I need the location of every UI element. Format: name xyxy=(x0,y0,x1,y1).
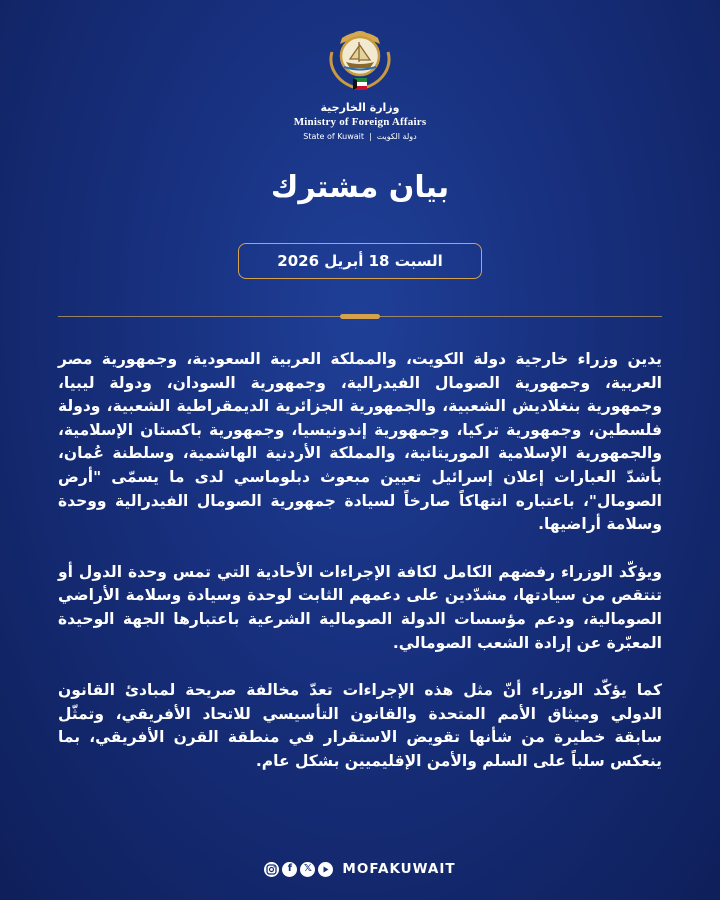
facebook-icon[interactable]: f xyxy=(282,862,297,877)
statement-paragraph-1: يدين وزراء خارجية دولة الكويت، والمملكة العربية السعودية، وجمهورية مصر العربية، وجمهورية الصومال الفيدرالية، وجمهورية السودان، ودولة ليبيا، وجمهورية بنغلاديش الشعبية، والجمهورية الجزائرية الديمقراطية الشعبية، ودولة فلسطين، وجمهورية تركيا، وجمهورية إندونيسيا، وجمهورية باكستان الإسلامية، والجمهورية الإسلامية الموريتانية، والمملكة الأردنية الهاشمية، وسلطنة عُمان، بأشدّ العبارات إعلان إسرائيل تعيين مبعوث دبلوماسي لدى ما يسمّى "أرض الصومال"، باعتباره انتهاكاً صارخاً لسيادة جمهورية الصومال الفيدرالية ووحدة وسلامة أراضيها. xyxy=(58,350,662,534)
social-footer xyxy=(0,861,720,877)
youtube-icon[interactable] xyxy=(318,862,333,877)
social-handle[interactable]: MOFAKUWAIT xyxy=(342,861,456,877)
date-badge xyxy=(238,243,482,279)
kuwait-emblem-logo xyxy=(326,22,394,98)
statement-body xyxy=(58,348,662,798)
instagram-icon[interactable] xyxy=(264,862,279,877)
state-line xyxy=(0,131,720,143)
ministry-name-english: Ministry of Foreign Affairs xyxy=(293,116,427,128)
state-name-english: State of Kuwait xyxy=(303,132,364,141)
state-name-arabic: دولة الكويت xyxy=(376,132,417,141)
statement-date: السبت 18 أبريل 2026 xyxy=(277,252,443,270)
x-icon[interactable]: 𝕏 xyxy=(300,862,315,877)
statement-paragraph-2: ويؤكّد الوزراء رفضهم الكامل لكافة الإجراءات الأحادية التي تمس وحدة الدول أو تنتقص من سيادتها، مشدّدين على دعمهم الثابت لوحدة وسيادة وسلامة الأراضي الصومالية، ودعم مؤسسات الدولة الصومالية الشرعية باعتبارها الجهة الوحيدة المعبّرة عن إرادة الشعب الصومالي. xyxy=(58,562,662,652)
statement-title: بيان مشترك xyxy=(270,170,450,205)
ministry-name-arabic: وزارة الخارجية xyxy=(320,101,400,114)
ministry-header xyxy=(0,101,720,143)
state-separator: | xyxy=(369,132,372,141)
divider-accent xyxy=(340,314,380,319)
statement-paragraph-3: كما يؤكّد الوزراء أنّ مثل هذه الإجراءات تعدّ مخالفة صريحة لمبادئ القانون الدولي وميثاق الأمم المتحدة والقانون التأسيسي للاتحاد الأفريقي، وتمثّل سابقة خطيرة من شأنها تقويض الاستقرار في منطقة القرن الأفريقي، بما ينعكس سلباً على السلم والأمن الإقليميين بشكل عام. xyxy=(58,681,662,770)
